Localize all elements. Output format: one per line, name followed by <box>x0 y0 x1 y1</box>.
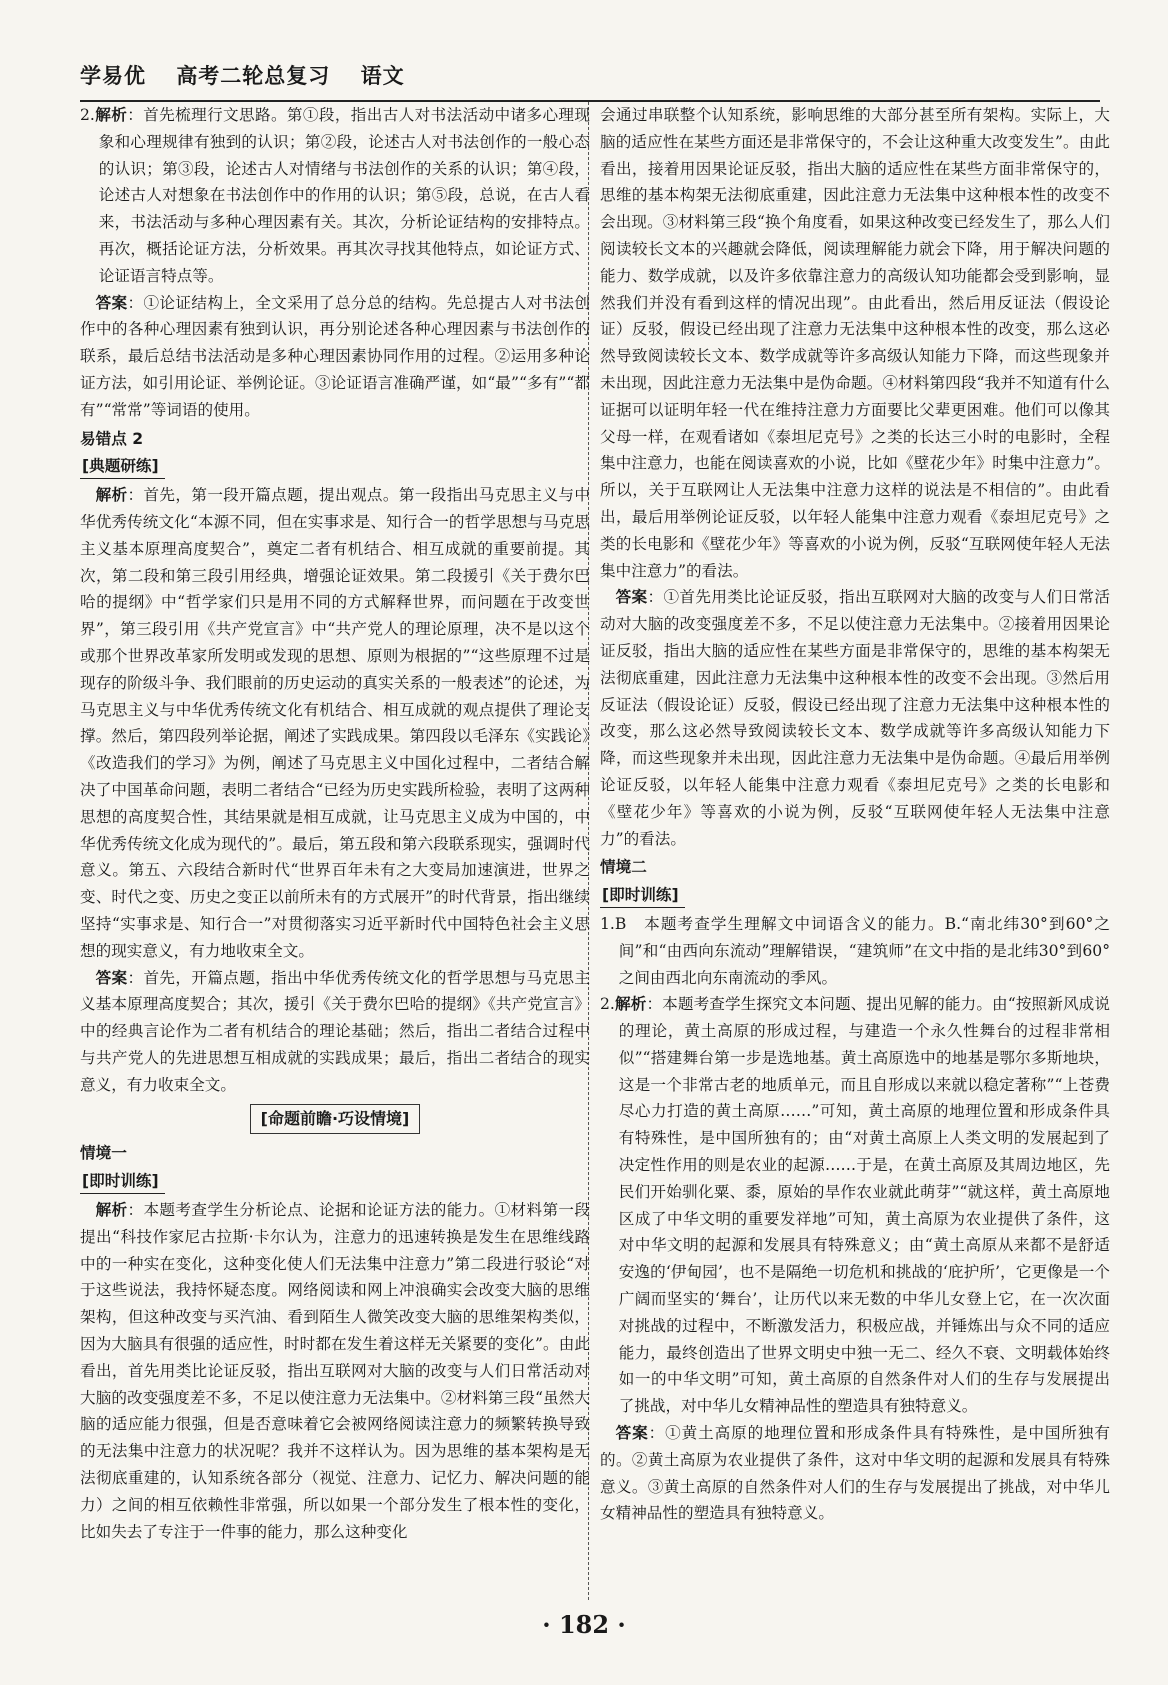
analysis-label: 解析 <box>95 1201 128 1220</box>
header-subject: 语文 <box>360 64 405 88</box>
q2-analysis: 2.解析：首先梳理行文思路。第①段，指出古人对书法活动中诸多心理现象和心理规律有独到的认识；第②段，论述古人对书法创作的一般心态的认识；第③段，论述古人对情绪与书法创作的关系的认识；第④段，论述古人对想象在书法创作中的作用的认识；第⑤段，总说，在古人看来，书法活动与多种心理因素有关。其次，分析论证结构的安排特点。再次，概括论证方法，分析效果。再其次寻找其他特点，如论证方式、论证语言特点等。 <box>80 106 590 285</box>
practice-tag: [典题研练] <box>80 454 165 479</box>
s1-analysis: 解析：本题考查学生分析论点、论据和论证方法的能力。①材料第一段提出“科技作家尼古拉斯·卡尔认为，注意力的迅速转换是发生在思维线路中的一种实在变化，这种变化使人们无法集中注意力”第二段进行驳论“对于这些说法，我持怀疑态度。网络阅读和网上冲浪确实会改变大脑的思维架构，但这种改变与买汽油、看到陌生人微笑改变大脑的思维架构类似，因为大脑具有很强的适应性，时时都在发生着这样无关紧要的变化”。由此看出，首先用类比论证反驳，指出互联网对大脑的改变与人们日常活动对大脑的改变强度差不多，不足以使注意力无法集中。②材料第三段“虽然大脑的适应能力很强，但是否意味着它会被网络阅读注意力的频繁转换导致的无法集中注意力的状况呢？我并不这样认为。因为思维的基本架构是无法彻底重建的，认知系统各部分（视觉、注意力、记忆力、解决问题的能力）之间的相互依赖性非常强，所以如果一个部分发生了根本性的变化，比如失去了专注于一件事的能力，那么这种变化 <box>80 1201 590 1541</box>
answer-label: 答案 <box>95 293 128 312</box>
answer-label: 答案 <box>95 968 128 987</box>
section-heading: 易错点 2 <box>80 429 144 448</box>
page-number: · 182 · <box>542 1610 626 1639</box>
header-series: 高考二轮总复习 <box>176 64 331 88</box>
q2-answer: 答案：①黄土高原的地理位置和形成条件具有特殊性，是中国所独有的。②黄土高原为农业提供了条件，这对中华文明的起源和发展具有特殊意义。③黄土高原的自然条件对人们的生存与发展提出了挑战，对中华儿女精神品性的塑造具有独特意义。 <box>600 1424 1110 1523</box>
training-tag: [即时训练] <box>600 883 685 908</box>
a1-analysis: 解析：首先，第一段开篇点题，提出观点。第一段指出马克思主义与中华优秀传统文化“本源不同，但在实事求是、知行合一的哲学思想与马克思主义基本原理高度契合”，奠定二者有机结合、相互成就的重要前提。其次，第二段和第三段引用经典，增强论证效果。第二段援引《关于费尔巴哈的提纲》中“哲学家们只是用不同的方式解释世界，而问题在于改变世界”，第三段引用《共产党宣言》中“共产党人的理论原理，决不是以这个或那个世界改革家所发明或发现的思想、原则为根据的”“这些原理不过是现存的阶级斗争、我们眼前的历史运动的真实关系的一般表述”的论述，为马克思主义与中华优秀传统文化有机结合、相互成就的观点提供了理论支撑。然后，第四段列举论据，阐述了实践成果。第四段以毛泽东《实践论》《改造我们的学习》为例，阐述了马克思主义中国化过程中，二者结合解决了中国革命问题，表明二者结合“已经为历史实践所检验，表明了这两种思想的高度契合性，其结果就是相互成就，让马克思主义成为中国的，中华优秀传统文化成为现代的”。最后，第五段和第六段联系现实，强调时代意义。第五、六段结合新时代“世界百年未有之大变局加速演进，世界之变、时代之变、历史之变正以前所未有的方式展开”的时代背景，指出继续坚持“实事求是、知行合一”对贯彻落实习近平新时代中国特色社会主义思想的现实意义，有力地收束全文。 <box>80 486 590 960</box>
analysis-label: 解析 <box>95 486 128 505</box>
scene-heading: 情境二 <box>600 858 647 877</box>
scene-heading: 情境一 <box>80 1144 127 1163</box>
a1-answer: 答案：首先，开篇点题，指出中华优秀传统文化的哲学思想与马克思主义基本原理高度契合；其次，援引《关于费尔巴哈的提纲》《共产党宣言》中的经典言论作为二者有机结合的理论基础；然后，指出二者结合过程中与共产党人的先进思想互相成就的实践成果；最后，指出二者结合的现实意义，有力收束全文。 <box>80 968 590 1094</box>
s1-answer: 答案：①首先用类比论证反驳，指出互联网对大脑的改变与人们日常活动对大脑的改变强度差不多，不足以使注意力无法集中。②接着用因果论证反驳，指出大脑的适应性在某些方面是非常保守的，思维的基本构架无法彻底重建，因此注意力无法集中这种根本性的改变不会出现。③然后用反证法（假设论证）反驳，假设已经出现了注意力无法集中这种根本性的改变，那么这必然导致阅读较长文本、数学成就等许多高级认知能力下降，而这些现象并未出现，因此注意力无法集中是伪命题。④最后用举例论证反驳，以年轻人能集中注意力观看《泰坦尼克号》之类的长电影和《壁花少年》等喜欢的小说为例，反驳“互联网使年轻人无法集中注意力”的看法。 <box>600 588 1110 848</box>
answer-label: 答案 <box>615 588 648 607</box>
q2-analysis: 2.解析：本题考查学生探究文本问题、提出见解的能力。由“按照新风成说的理论，黄土高原的形成过程，与建造一个永久性舞台的过程非常相似”“搭建舞台第一步是选地基。黄土高原选中的地基是鄂尔多斯地块，这是一个非常古老的地质单元，而且自形成以来就以稳定著称”“上苍费尽心力打造的黄土高原……”可知，黄土高原的地理位置和形成条件具有特殊性，是中国所独有的；由“对黄土高原上人类文明的发展起到了决定性作用的则是农业的起源……于是，在黄土高原及其周边地区，先民们开始驯化粟、黍，原始的旱作农业就此萌芽”“就这样，黄土高原地区成了中华文明的重要发祥地”可知，黄土高原为农业提供了条件，这对中华文明的起源和发展具有特殊意义；由“黄土高原从来都不是舒适安逸的‘伊甸园’，也不是隔绝一切危机和挑战的‘庇护所’，它更像是一个广阔而坚实的‘舞台’，让历代以来无数的中华儿女登上它，在一次次面对挑战的过程中，不断激发活力，积极应战，并锤炼出与众不同的适应能力，最终创造出了世界文明史中独一无二、经久不衰、文明载体始终如一的中华文明”可知，黄土高原的自然条件对人们的生存与发展提出了挑战，对中华儿女精神品性的塑造具有独特意义。 <box>600 995 1110 1416</box>
right-column <box>600 102 1110 1527</box>
page-header <box>80 60 1100 102</box>
analysis-label: 解析 <box>94 106 128 124</box>
header-brand: 学易优 <box>80 64 146 88</box>
answer-label: 答案 <box>615 1424 649 1443</box>
left-column <box>80 102 590 1545</box>
section-banner: [命题前瞻·巧设情境] <box>250 1104 421 1134</box>
q1-answer: 1.B 本题考查学生理解文中词语含义的能力。B.“南北纬30°到60°之间”和“由西向东流动”理解错误，“建筑师”在文中指的是北纬30°到60°之间由西北向东南流动的季风。 <box>600 914 1110 987</box>
analysis-label: 解析 <box>614 995 647 1014</box>
s1-analysis-continued: 会通过串联整个认知系统，影响思维的大部分甚至所有架构。实际上，大脑的适应性在某些方面还是非常保守的，不会让这种重大改变发生”。由此看出，接着用因果论证反驳，指出大脑的适应性在某些方面非常保守的，思维的基本构架无法彻底重建，因此注意力无法集中这种根本性的改变不会出现。③材料第三段“换个角度看，如果这种改变已经发生了，那么人们阅读较长文本的兴趣就会降低，阅读理解能力就会下降，用于解决问题的能力、数学成就，以及许多依靠注意力的高级认知功能都会受到影响，显然我们并没有看到这样的情况出现”。由此看出，然后用反证法（假设论证）反驳，假设已经出现了注意力无法集中这种根本性的改变，那么这必然导致阅读较长文本、数学成就等许多高级认知能力下降，而这些现象并未出现，因此注意力无法集中是伪命题。④材料第四段“我并不知道有什么证据可以证明年轻一代在维持注意力方面要比父辈更困难。他们可以像其父母一样，在观看诸如《泰坦尼克号》之类的长达三小时的电影时，全程集中注意力，也能在阅读喜欢的小说，比如《壁花少年》时集中注意力”。所以，关于互联网让人无法集中注意力这样的说法是不相信的”。由此看出，最后用举例论证反驳，以年轻人能集中注意力观看《泰坦尼克号》之类的长电影和《壁花少年》等喜欢的小说为例，反驳“互联网使年轻人无法集中注意力”的看法。 <box>600 106 1110 580</box>
training-tag: [即时训练] <box>80 1169 165 1194</box>
q2-answer: 答案：①论证结构上，全文采用了总分总的结构。先总提古人对书法创作中的各种心理因素有独到认识，再分别论述各种心理因素与书法创作的联系，最后总结书法活动是多种心理因素协同作用的过程。②运用多种论证方法，如引用论证、举例论证。③论证语言准确严谨，如“最”“多有”“都有”“常常”等词语的使用。 <box>80 293 590 419</box>
